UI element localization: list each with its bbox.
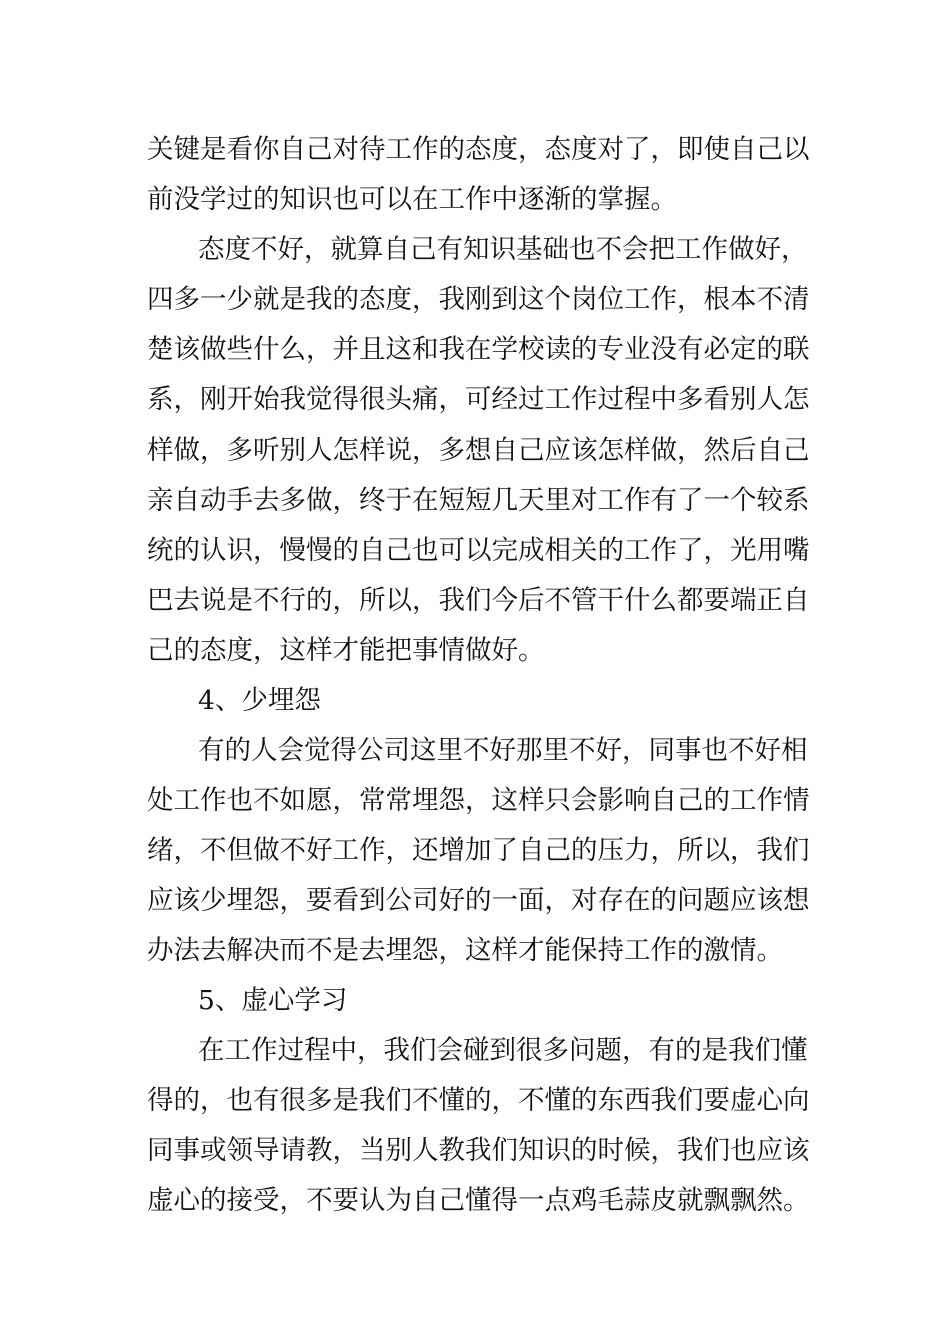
text-line-2: 前没学过的知识也可以在工作中逐渐的掌握。	[147, 184, 677, 215]
text-line-22: 虚心的接受，不要认为自己懂得一点鸡毛蒜皮就飘飘然。	[147, 1185, 810, 1216]
text-line-16: 应该少埋怨，要看到公司好的一面，对存在的问题应该想	[147, 885, 810, 916]
text-line-17: 办法去解决而不是去埋怨，这样才能保持工作的激情。	[147, 935, 783, 966]
text-line-8: 亲自动手去多做，终于在短短几天里对工作有了一个较系	[147, 485, 810, 516]
text-line-1: 关键是看你自己对待工作的态度，态度对了，即使自己以	[147, 134, 810, 165]
text-line-9: 统的认识，慢慢的自己也可以完成相关的工作了，光用嘴	[147, 535, 810, 566]
text-line-13: 有的人会觉得公司这里不好那里不好，同事也不好相	[198, 735, 808, 766]
text-line-6: 系，刚开始我觉得很头痛，可经过工作过程中多看别人怎	[147, 384, 810, 415]
text-line-21: 同事或领导请教，当别人教我们知识的时候，我们也应该	[147, 1135, 810, 1166]
text-line-11: 己的态度，这样才能把事情做好。	[147, 635, 545, 666]
text-line-7: 样做，多听别人怎样说，多想自己应该怎样做，然后自己	[147, 435, 810, 466]
text-line-20: 得的，也有很多是我们不懂的，不懂的东西我们要虚心向	[147, 1085, 810, 1116]
text-line-5: 楚该做些什么，并且这和我在学校读的专业没有必定的联	[147, 334, 810, 365]
text-line-10: 巴去说是不行的，所以，我们今后不管干什么都要端正自	[147, 585, 810, 616]
section-heading-5: 5、虚心学习	[198, 985, 348, 1016]
text-line-15: 绪，不但做不好工作，还增加了自己的压力，所以，我们	[147, 835, 810, 866]
text-line-4: 四多一少就是我的态度，我刚到这个岗位工作，根本不清	[147, 284, 810, 315]
section-heading-4: 4、少埋怨	[198, 685, 321, 716]
text-line-3: 态度不好，就算自己有知识基础也不会把工作做好，	[198, 234, 808, 265]
text-line-19: 在工作过程中，我们会碰到很多问题，有的是我们懂	[198, 1035, 808, 1066]
text-line-14: 处工作也不如愿，常常埋怨，这样只会影响自己的工作情	[147, 785, 810, 816]
